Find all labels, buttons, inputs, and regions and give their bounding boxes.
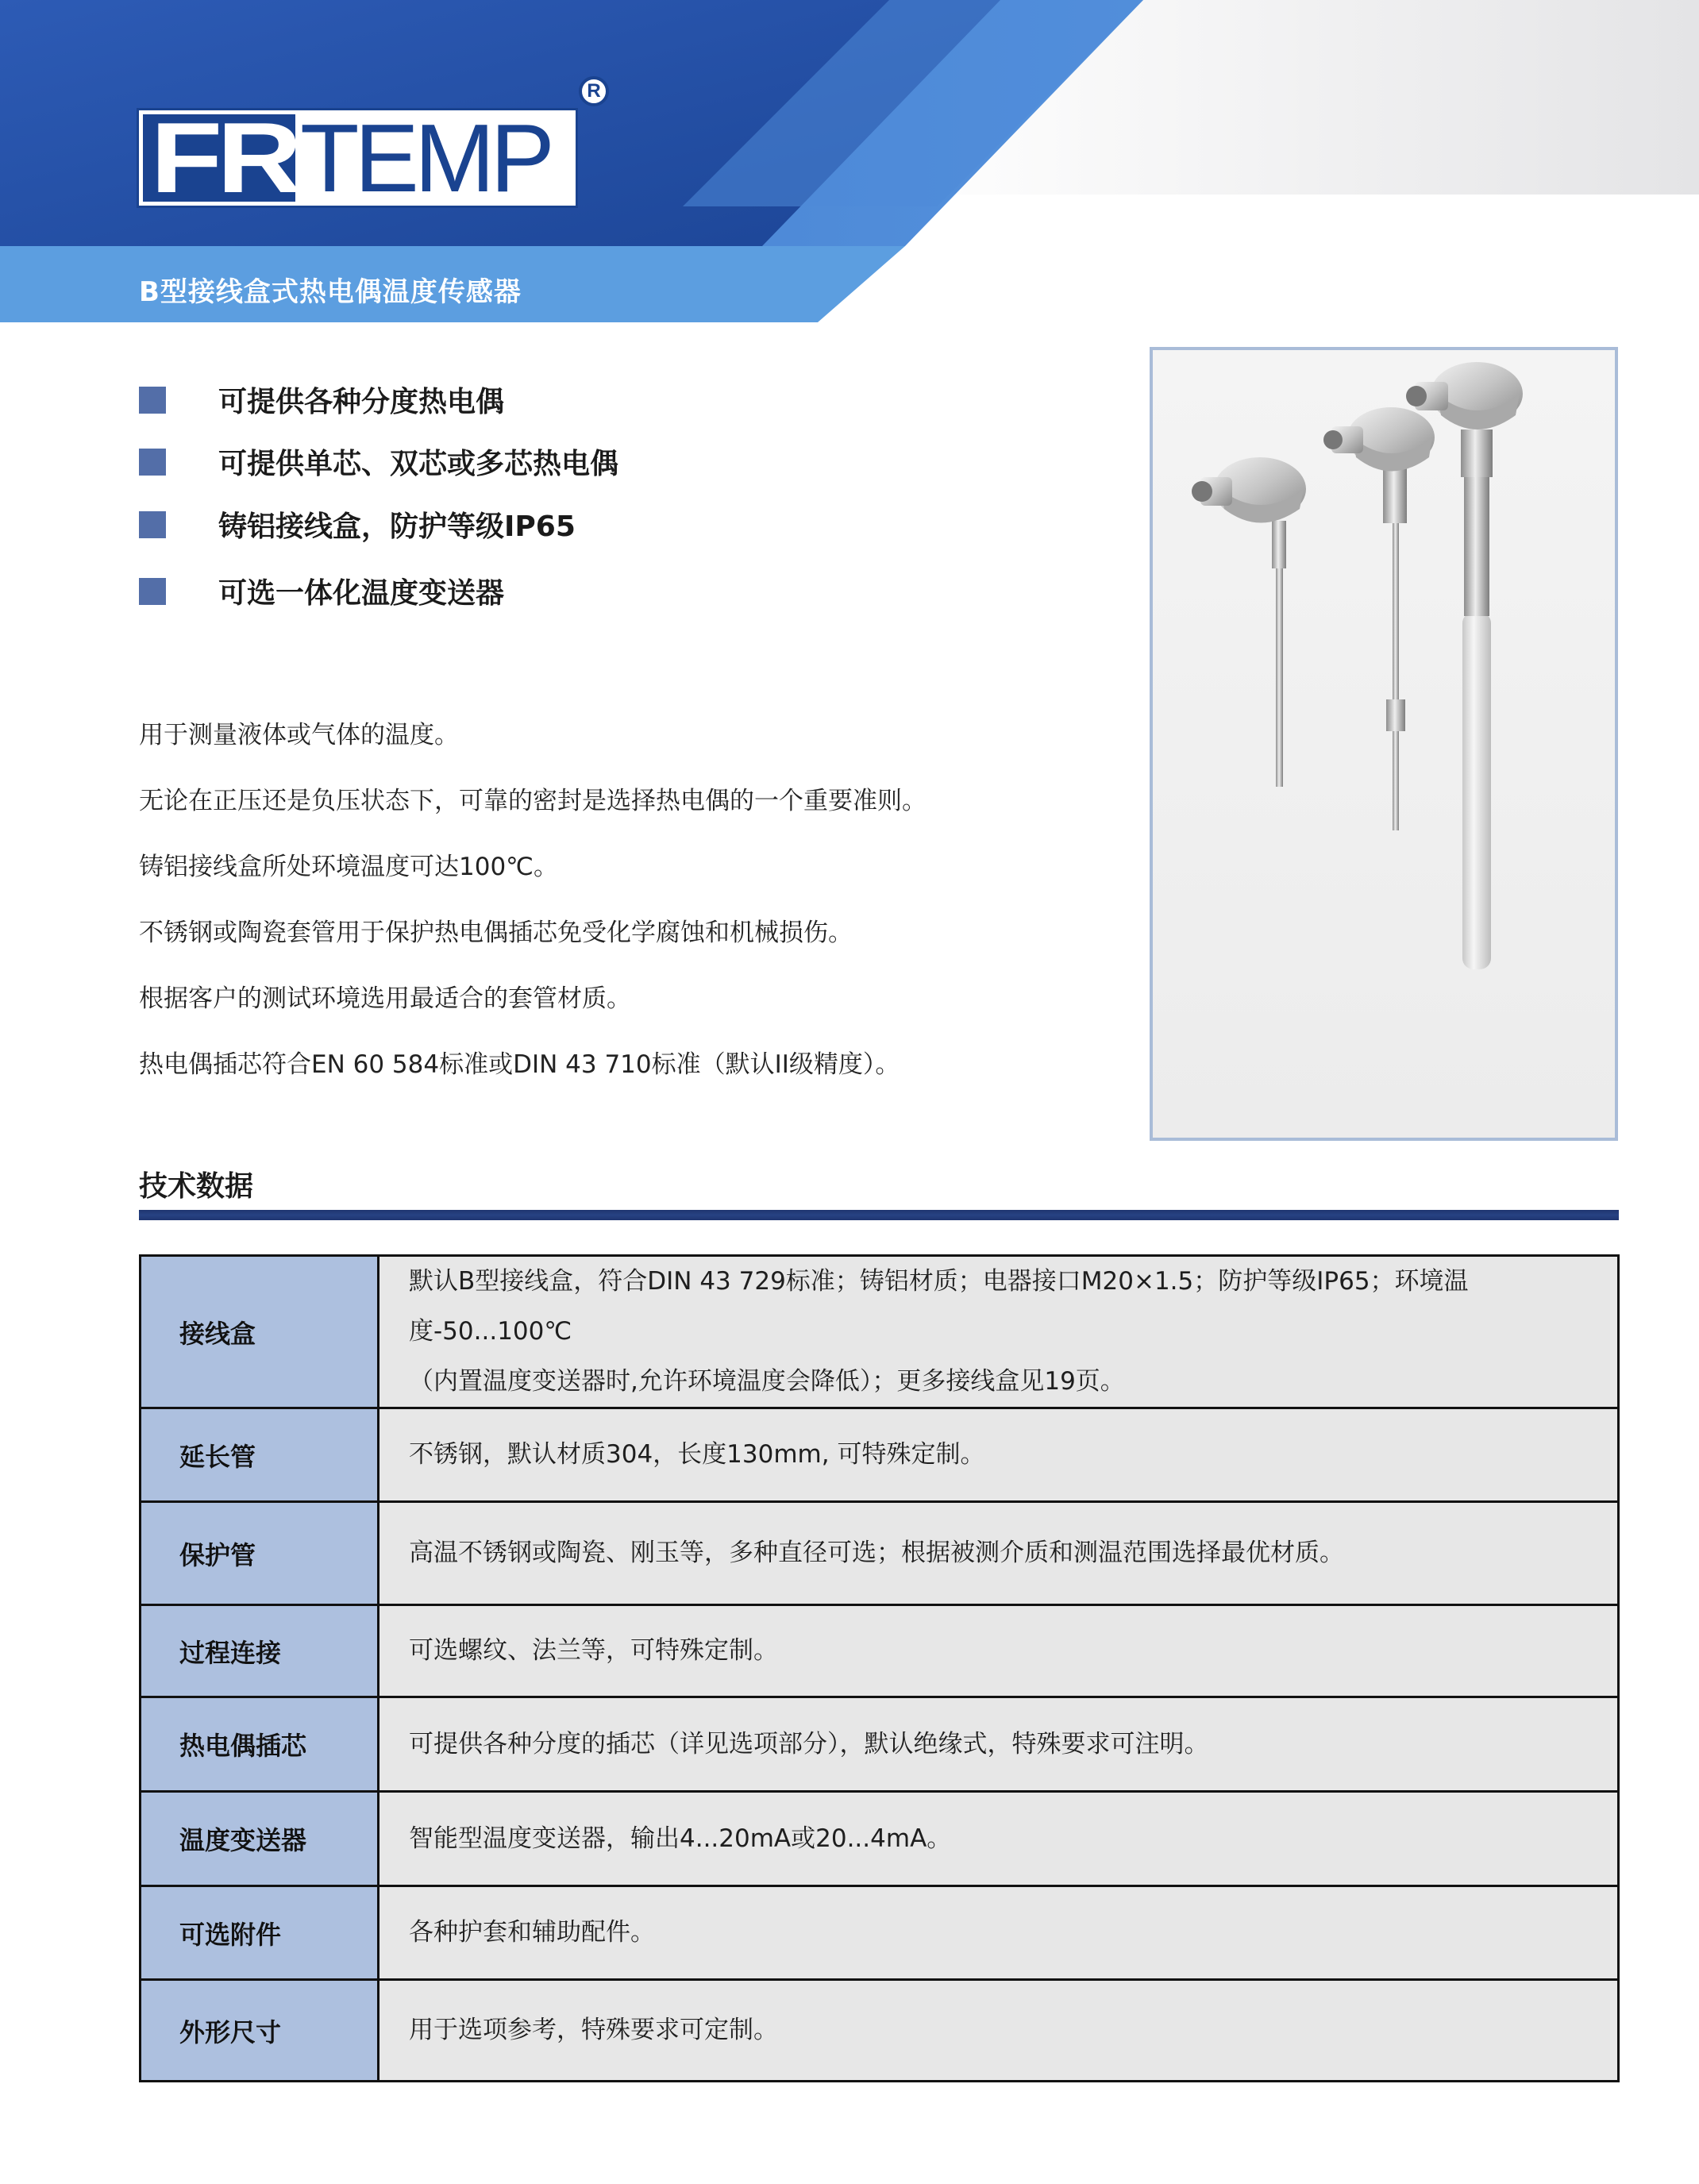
feature-text: 可提供各种分度热电偶 xyxy=(218,386,505,418)
table-row xyxy=(141,1605,1619,1697)
row-label: 延长管 xyxy=(141,1408,379,1502)
feature-text: 可选一体化温度变送器 xyxy=(218,577,505,610)
feature-item xyxy=(139,441,618,482)
sensor-medium-icon xyxy=(1323,407,1435,830)
square-bullet-icon xyxy=(139,511,166,538)
logo-text-light: TEMP xyxy=(295,114,572,202)
section-divider xyxy=(139,1210,1619,1220)
section-heading: 技术数据 xyxy=(139,1170,254,1203)
value-line: 默认B型接线盒，符合DIN 43 729标准；铸铝材质；电器接口M20×1.5；防护等级IP65；环境温度-50...100℃ xyxy=(409,1267,1469,1346)
table-row xyxy=(141,1886,1619,1980)
value-line: （内置温度变送器时,允许环境温度会降低）；更多接线盒见19页。 xyxy=(409,1367,1125,1396)
table-row xyxy=(141,1408,1619,1502)
feature-item xyxy=(139,571,504,611)
row-label: 可选附件 xyxy=(141,1886,379,1980)
row-label: 接线盒 xyxy=(141,1256,379,1408)
description-line: 铸铝接线盒所处环境温度可达100℃。 xyxy=(139,853,558,881)
description-line: 用于测量液体或气体的温度。 xyxy=(139,721,459,749)
table-row xyxy=(141,1697,1619,1792)
value-line: 高温不锈钢或陶瓷、刚玉等，多种直径可选；根据被测介质和测温范围选择最优材质。 xyxy=(409,1539,1344,1567)
row-value xyxy=(379,1980,1619,2082)
value-line: 可选螺纹、法兰等，可特殊定制。 xyxy=(409,1636,778,1665)
value-line: 不锈钢，默认材质304，长度130mm, 可特殊定制。 xyxy=(409,1440,985,1469)
square-bullet-icon xyxy=(139,578,166,605)
feature-item xyxy=(139,379,504,420)
description-line: 热电偶插芯符合EN 60 584标准或DIN 43 710标准（默认II级精度）。 xyxy=(139,1050,900,1079)
thermocouple-illustration xyxy=(1153,350,1615,1138)
row-label: 保护管 xyxy=(141,1502,379,1605)
brand-logo xyxy=(139,110,576,206)
table-row xyxy=(141,1502,1619,1605)
product-subtitle: B型接线盒式热电偶温度传感器 xyxy=(139,276,522,308)
value-line: 各种护套和辅助配件。 xyxy=(409,1918,655,1947)
row-label: 温度变送器 xyxy=(141,1792,379,1886)
row-value xyxy=(379,1256,1619,1408)
table-row xyxy=(141,1980,1619,2082)
row-value xyxy=(379,1697,1619,1792)
square-bullet-icon xyxy=(139,387,166,414)
feature-text: 可提供单芯、双芯或多芯热电偶 xyxy=(218,448,619,480)
row-label: 过程连接 xyxy=(141,1605,379,1697)
square-bullet-icon xyxy=(139,449,166,476)
row-label: 热电偶插芯 xyxy=(141,1697,379,1792)
row-value xyxy=(379,1886,1619,1980)
value-line: 可提供各种分度的插芯（详见选项部分），默认绝缘式，特殊要求可注明。 xyxy=(409,1729,1209,1758)
logo-text-bold: FR xyxy=(150,110,297,206)
registered-mark-icon: R xyxy=(579,76,609,106)
spec-table xyxy=(139,1254,1620,2082)
row-value xyxy=(379,1408,1619,1502)
feature-item xyxy=(139,504,576,545)
description-line: 无论在正压还是负压状态下，可靠的密封是选择热电偶的一个重要准则。 xyxy=(139,787,927,815)
row-label: 外形尺寸 xyxy=(141,1980,379,2082)
description-line: 根据客户的测试环境选用最适合的套管材质。 xyxy=(139,984,631,1013)
row-value xyxy=(379,1792,1619,1886)
table-row xyxy=(141,1256,1619,1408)
product-photo xyxy=(1150,347,1618,1141)
value-line: 智能型温度变送器，输出4...20mA或20...4mA。 xyxy=(409,1824,952,1853)
table-row xyxy=(141,1792,1619,1886)
row-value xyxy=(379,1502,1619,1605)
description-line: 不锈钢或陶瓷套管用于保护热电偶插芯免受化学腐蚀和机械损伤。 xyxy=(139,919,853,947)
feature-text: 铸铝接线盒，防护等级IP65 xyxy=(218,510,576,543)
sensor-short-icon xyxy=(1192,457,1306,787)
row-value xyxy=(379,1605,1619,1697)
value-line: 用于选项参考，特殊要求可定制。 xyxy=(409,2016,778,2044)
